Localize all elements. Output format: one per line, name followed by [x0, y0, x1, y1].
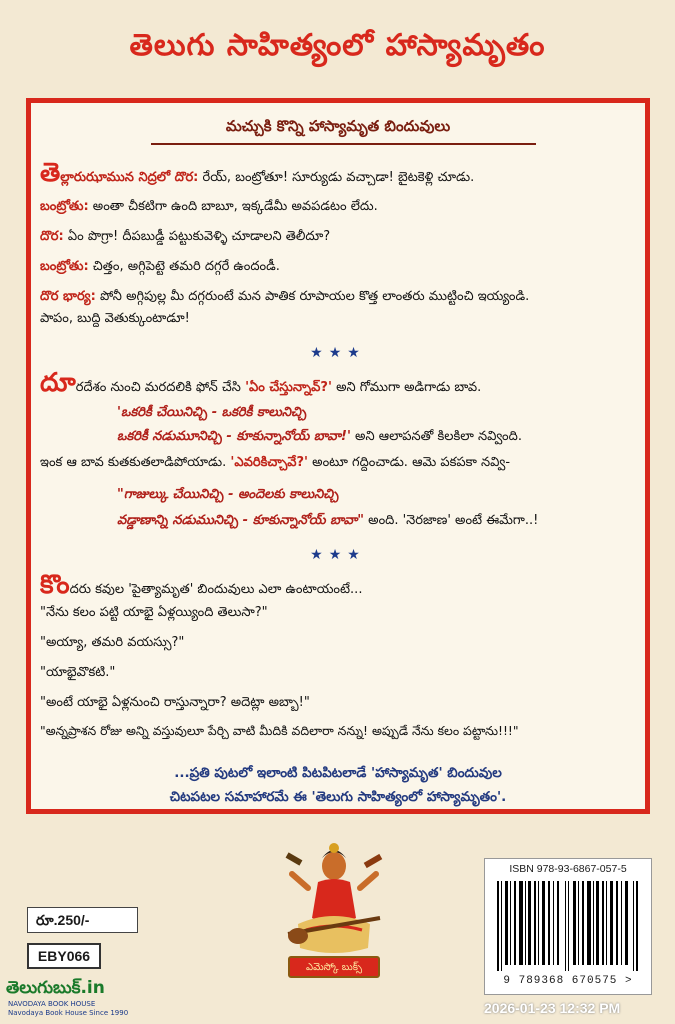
- speaker: దొర:: [40, 229, 64, 244]
- dialogue-text: చిత్తం, అగ్గిపెట్టె తమరి దగ్గరే ఉందండీ.: [88, 259, 280, 274]
- poem-text: ఒకరికీ నడుమూనిచ్చి - కూకున్నానోయ్ బావా!': [117, 429, 351, 444]
- seller-watermark: [6, 978, 129, 1018]
- seller-tagline: NAVODAYA BOOK HOUSE: [8, 1000, 96, 1008]
- dialogue-line: [40, 259, 280, 277]
- speaker: ల్లారుఝామున నిద్రలో దొర:: [60, 170, 199, 185]
- barcode-digits: 9 789368 670575 >: [503, 975, 633, 987]
- dialogue-line: [40, 229, 330, 247]
- story-text: ఇంక ఆ బావ కుతకుతలాడిపోయాడు.: [40, 455, 231, 470]
- section-divider-stars: ★★★: [310, 547, 366, 563]
- dialogue-line: [40, 311, 190, 329]
- drop-cap: కొం: [40, 570, 70, 600]
- dialogue-text: రేయ్, బంట్రోతూ! సూర్యుడు వచ్చాడా! బైటకెళ్లి చూడు.: [198, 170, 475, 185]
- story-text: అని గోముగా అడిగాడు బావ.: [331, 380, 482, 395]
- summary-line: చిటపటల సమాహారమే ఈ 'తెలుగు సాహిత్యంలో హాస్యామృతం'.: [169, 789, 507, 805]
- story-line: [40, 368, 482, 398]
- publisher-plaque: ఎమెస్కో బుక్స్: [288, 956, 380, 978]
- heading-underline: [151, 143, 536, 145]
- poem-line: [117, 513, 538, 531]
- dialogue-line: "అంటే యాభై ఏళ్లనుంచి రాస్తున్నారా? అదెట్లా అబ్బా!": [40, 695, 310, 710]
- summary-line: ...ప్రతి పుటలో ఇలాంటి పిటపిటలాడే 'హాస్యామృత' బిందువుల: [174, 765, 502, 781]
- seller-site-name: తెలుగుబుక్.in: [6, 978, 105, 998]
- story-text: అని ఆలాపనతో కిలకిలా నవ్వింది.: [350, 429, 522, 444]
- poem-line: 'ఒకరికీ చేయినిచ్చి - ఒకరికీ కాలునిచ్చి: [117, 405, 307, 420]
- book-code: EBY066: [27, 943, 101, 969]
- dialogue-text: ఏం పొగ్రా! దీపబుడ్డీ పట్టుకువెళ్ళి చూడాలని తెలీదూ?: [63, 229, 331, 244]
- dialogue-line: "అయ్యా, తమరి వయస్సు?": [40, 635, 185, 650]
- quote: 'ఎవరికిచ్చావే?': [230, 455, 309, 470]
- drop-cap: దూ: [40, 368, 76, 398]
- panel-heading: మచ్చుకి కొన్ని హాస్యామృత బిందువులు: [225, 117, 451, 135]
- story-text: దరు కవుల 'పైత్యామృత' బిందువులు ఎలా ఉంటాయంటే...: [69, 582, 363, 597]
- story-text: అంది. 'నెరజాణ' అంటే ఈమేగా..!: [364, 513, 539, 528]
- speaker: దొర భార్య:: [40, 289, 96, 304]
- poem-text: వడ్డాణాన్ని నడుమునిచ్చి - కూకున్నానోయ్ బావా": [117, 513, 365, 528]
- dialogue-line: "అన్నప్రాశన రోజు అన్ని వస్తువులూ పేర్చి వాటి మీదికి వదిలారా నన్ను! అప్పుడే నేను కలం పట్టాను!!!": [40, 723, 519, 738]
- poem-line: [117, 429, 522, 447]
- dialogue-text: పాపం, బుద్ది వెతుక్కుంటాడూ!: [40, 311, 190, 326]
- story-line: [40, 570, 363, 600]
- dialogue-line: "యాభైవొకటి.": [40, 665, 116, 680]
- excerpt-panel: [26, 98, 650, 814]
- story-line: [40, 455, 510, 473]
- isbn-label: ISBN 978-93-6867-057-5: [509, 863, 627, 875]
- speaker: బంట్రోతు:: [40, 199, 89, 214]
- seller-tagline-2: Navodaya Book House Since 1990: [8, 1009, 129, 1017]
- speaker: బంట్రోతు:: [40, 259, 89, 274]
- story-text: అంటూ గద్దించాడు. ఆమె పకపకా నవ్వి-: [308, 455, 511, 470]
- dialogue-line: [40, 289, 529, 307]
- dialogue-text: అంతా చీకటిగా ఉంది బాబూ, ఇక్కడేమీ అవపడటం లేదు.: [88, 199, 378, 214]
- price-label: రూ.250/-: [27, 907, 138, 933]
- poem-line: "గాజుల్కు చేయినిచ్చి - అందెలకు కాలునిచ్చి: [117, 487, 339, 502]
- isbn-barcode-box: [484, 858, 652, 995]
- quote: 'ఏం చేస్తున్నావ్?': [245, 380, 332, 395]
- section-divider-stars: ★★★: [310, 345, 366, 361]
- dialogue-line: "నేను కలం పట్టి యాభై ఏళ్లయ్యింది తెలుసా?": [40, 605, 268, 620]
- barcode-icon: [495, 881, 641, 971]
- drop-cap: తె: [40, 158, 61, 188]
- photo-timestamp: 2026-01-23 12:32 PM: [484, 1000, 621, 1016]
- dialogue-line: [40, 158, 475, 188]
- story-text: రదేశం నుంచి మరదలికి ఫోన్ చేసి: [75, 380, 246, 395]
- dialogue-line: [40, 199, 378, 217]
- book-title: తెలుగు సాహిత్యంలో హాస్యామృతం: [129, 28, 546, 63]
- dialogue-text: పోనీ అగ్గిపుల్ల మీ దగ్గరుంటే మన పాతిక రూపాయల కొత్త లాంతరు ముట్టించి ఇయ్యండి.: [95, 289, 530, 304]
